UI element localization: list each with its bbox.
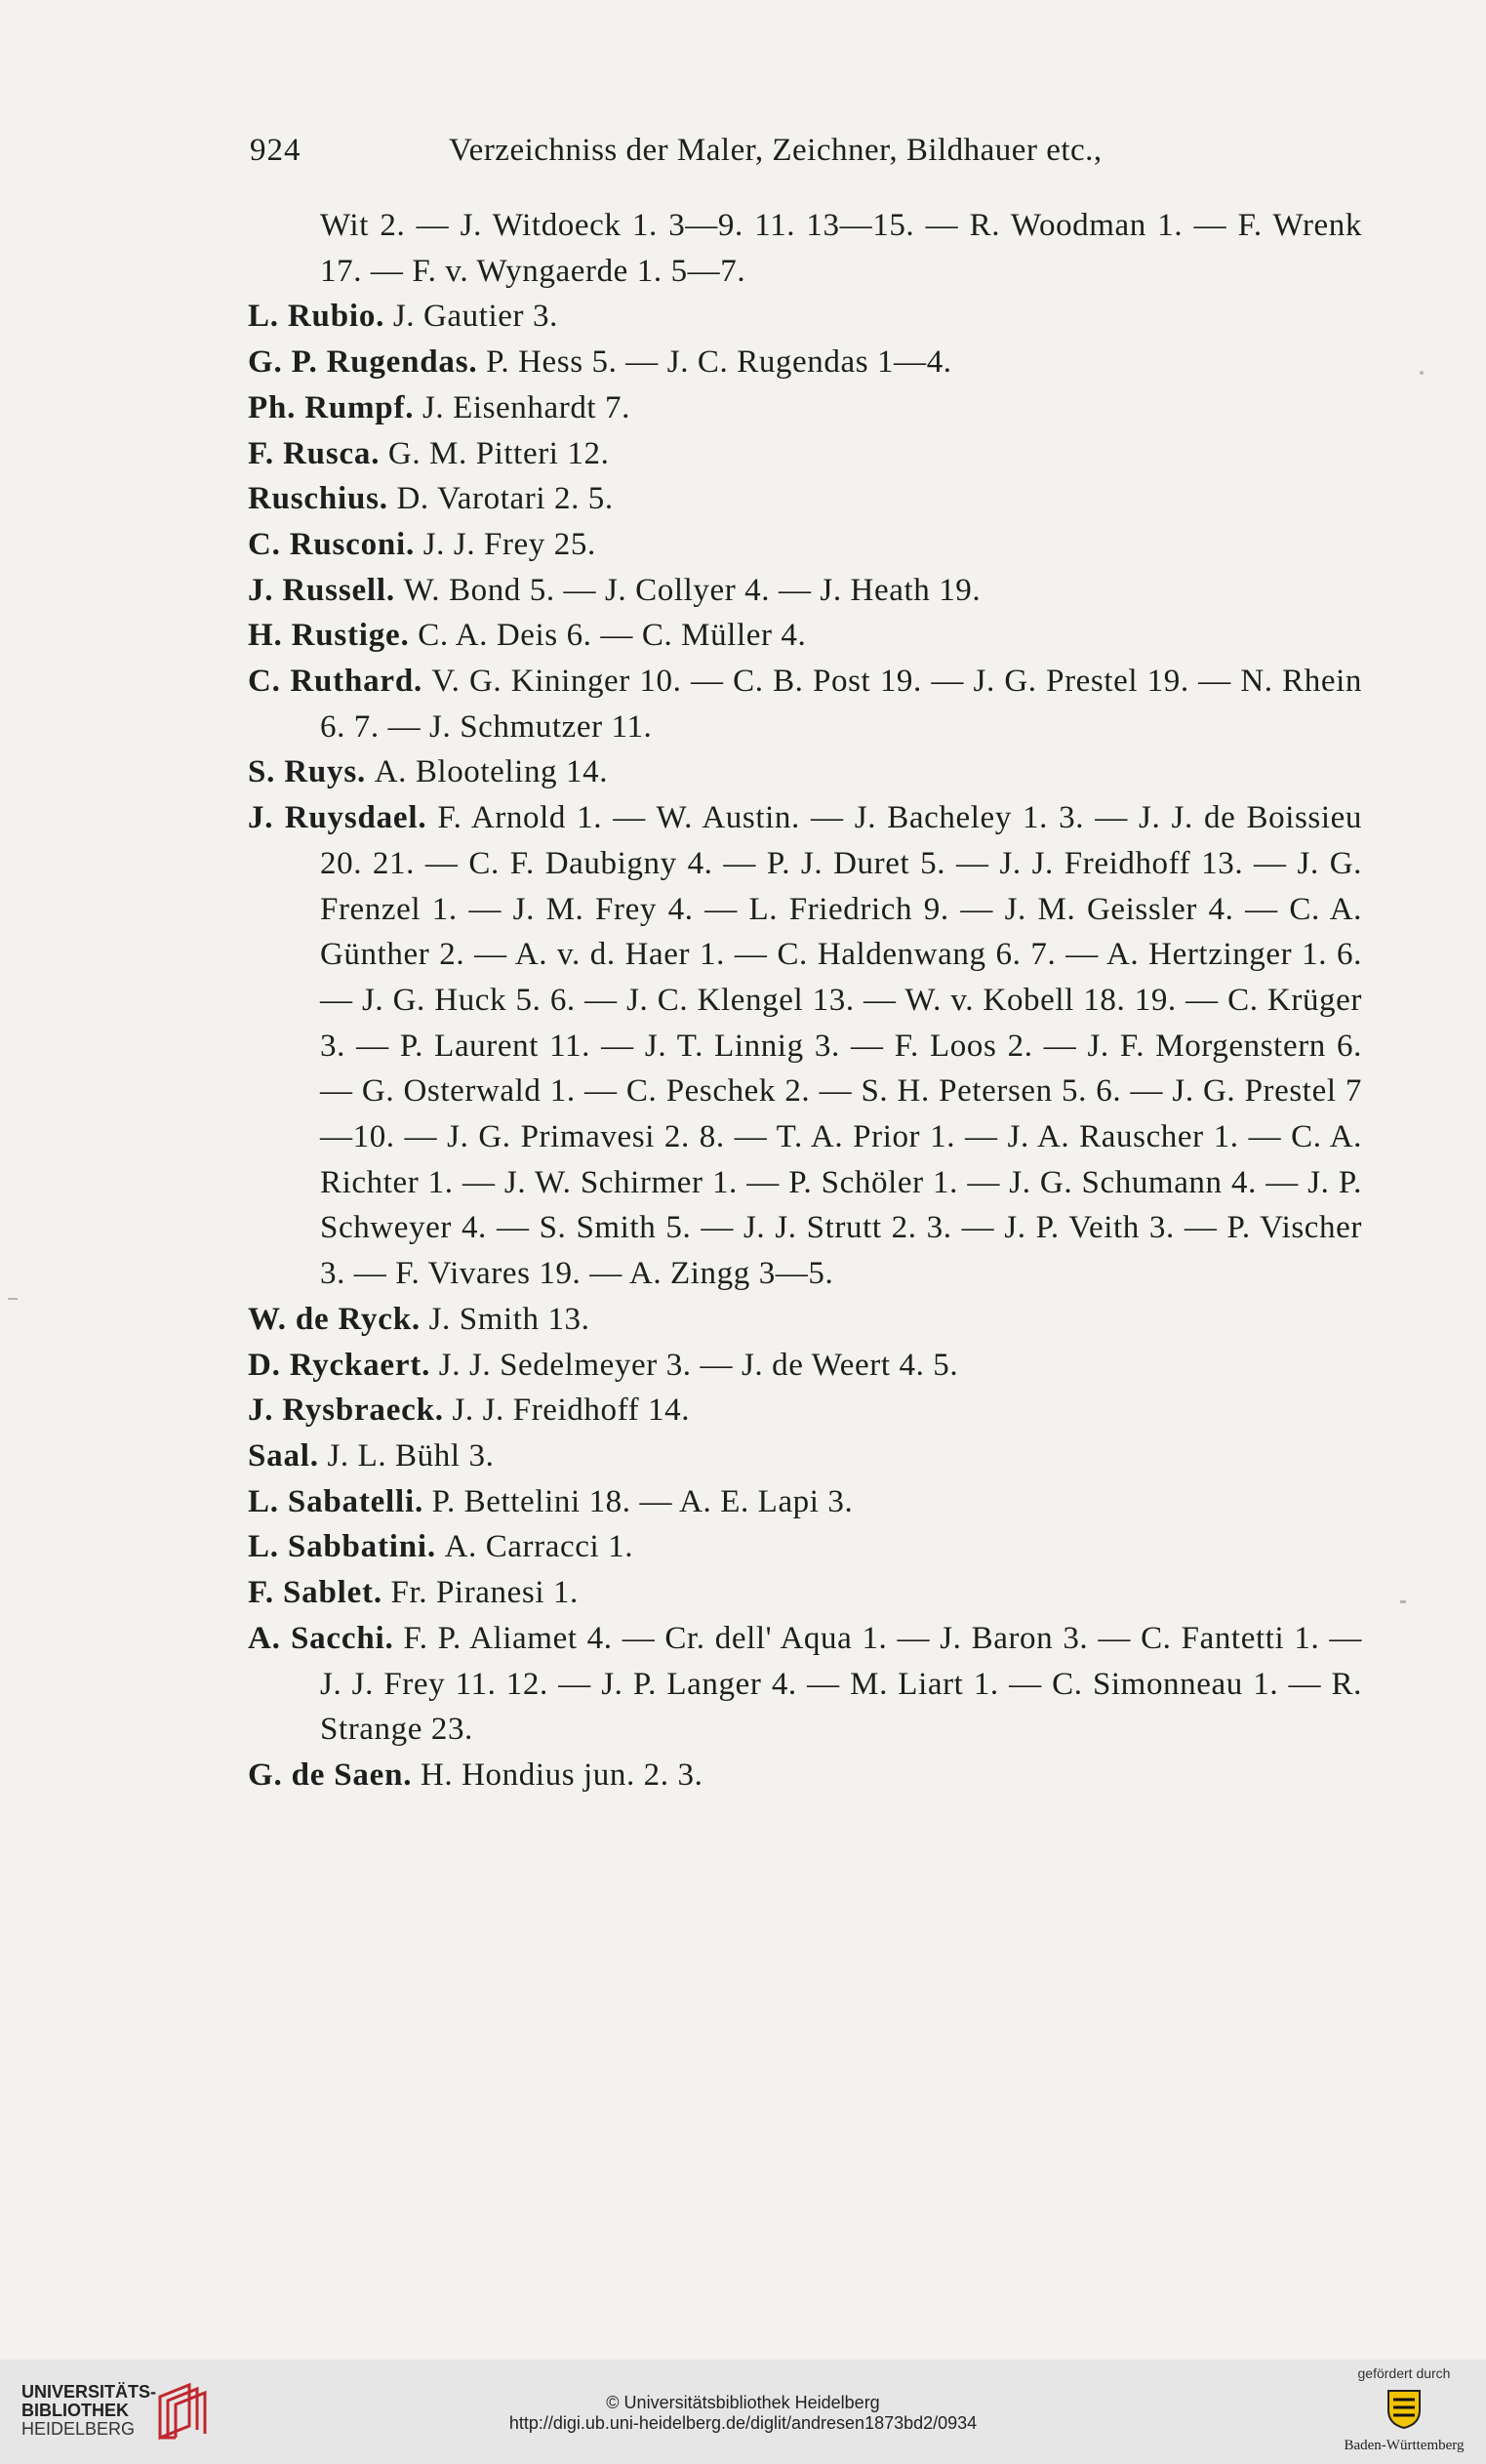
entry-refs: F. P. Aliamet 4. — Cr. dell' Aqua 1. — J. Baron 3. — C. Fantetti 1. — J. J. Frey 11. 12. — J. P. Langer 4. — M. Liart 1. — C. Simonneau 1. — R. Strange 23. — [320, 1620, 1362, 1748]
entry-artist: S. Ruys. — [248, 754, 367, 790]
entry-refs: Fr. Piranesi 1. — [390, 1575, 579, 1611]
entry-refs: G. M. Pitteri 12. — [387, 435, 610, 471]
entry-artist: J. Russell. — [248, 572, 395, 608]
entry-refs: J. J. Sedelmeyer 3. — J. de Weert 4. 5. — [438, 1347, 959, 1383]
index-entry — [248, 340, 1362, 385]
entry-artist: J. Ruysdael. — [248, 800, 427, 836]
entry-refs: A. Carracci 1. — [444, 1529, 634, 1565]
index-entry — [248, 1479, 1362, 1525]
entry-artist: F. Rusca. — [248, 435, 381, 471]
index-entry — [248, 1616, 1362, 1753]
entry-artist: G. de Saen. — [248, 1757, 413, 1793]
index-entry — [248, 749, 1362, 795]
index-entry — [248, 476, 1362, 522]
entry-artist: W. de Ryck. — [248, 1301, 421, 1337]
index-entry — [248, 1388, 1362, 1434]
coat-of-arms-icon — [1385, 2387, 1424, 2430]
entry-artist: A. Sacchi. — [248, 1620, 394, 1656]
entry-refs: D. Varotari 2. 5. — [396, 481, 614, 517]
index-entry — [248, 294, 1362, 340]
library-name-line3: HEIDELBERG — [21, 2419, 136, 2439]
entry-artist: J. Rysbraeck. — [248, 1393, 444, 1429]
index-entry — [248, 1297, 1362, 1343]
entry-artist: L. Sabbatini. — [248, 1529, 436, 1565]
index-entries — [248, 203, 1362, 1798]
entry-refs: J. Smith 13. — [428, 1301, 590, 1337]
entry-artist: Saal. — [248, 1437, 319, 1474]
entry-artist: H. Rustige. — [248, 618, 410, 654]
index-entry — [248, 795, 1362, 1297]
digitization-footer — [0, 2360, 1486, 2464]
entry-refs: H. Hondius jun. 2. 3. — [420, 1757, 703, 1793]
entry-refs: J. Eisenhardt 7. — [422, 389, 630, 425]
page-number: 924 — [250, 133, 301, 168]
copyright-notice: © Universitätsbibliothek Heidelberg — [606, 2393, 880, 2412]
sponsor-block[interactable] — [1336, 2365, 1472, 2459]
entry-refs: W. Bond 5. — J. Collyer 4. — J. Heath 19. — [403, 572, 982, 608]
index-entry — [248, 613, 1362, 659]
index-entry — [248, 568, 1362, 614]
entry-refs: J. L. Bühl 3. — [327, 1437, 495, 1474]
entry-artist: F. Sablet. — [248, 1575, 382, 1611]
entry-artist: Ruschius. — [248, 481, 388, 517]
entry-artist: L. Sabatelli. — [248, 1483, 424, 1519]
index-entry — [248, 1753, 1362, 1798]
index-entry — [248, 1570, 1362, 1616]
page-header — [0, 133, 1486, 182]
entry-refs: J. Gautier 3. — [392, 299, 558, 335]
permalink-url[interactable]: http://digi.ub.uni-heidelberg.de/diglit/andresen1873bd2/0934 — [508, 2413, 978, 2433]
library-name-line2: BIBLIOTHEK — [21, 2401, 129, 2420]
entry-refs: C. A. Deis 6. — C. Müller 4. — [418, 618, 807, 654]
scan-speck — [8, 1298, 18, 1300]
index-entry — [248, 1524, 1362, 1570]
index-entry — [248, 1343, 1362, 1389]
entry-refs: Wit 2. — J. Witdoeck 1. 3—9. 11. 13—15. — R. Woodman 1. — F. Wrenk 17. — F. v. Wyngaerde 1. 5—7. — [320, 208, 1362, 289]
scan-speck — [1420, 371, 1424, 375]
entry-refs: F. Arnold 1. — W. Austin. — J. Bacheley 1. 3. — J. J. de Boissieu 20. 21. — C. F. Daubigny 4. — P. J. Duret 5. — J. J. Freidhoff 13. — J. G. Frenzel 1. — J. M. Frey 4. — L. Friedrich 9. — J. M. Geissler 4. — C. A. Günther 2. — A. v. d. Haer 1. — C. Haldenwang 6. 7. — A. Hertzinger 1. 6. — J. G. Huck 5. 6. — J. C. Klengel 13. — W. v. Kobell 18. 19. — C. Krüger 3. — P. Laurent 11. — J. T. Linnig 3. — F. Loos 2. — J. F. Morgenstern 6. — G. Osterwald 1. — C. Peschek 2. — S. H. Petersen 5. 6. — J. G. Prestel 7—10. — J. G. Primavesi 2. 8. — T. A. Prior 1. — J. A. Rauscher 1. — C. A. Richter 1. — J. W. Schirmer 1. — P. Schöler 1. — J. G. Schumann 4. — J. P. Schweyer 4. — S. Smith 5. — J. J. Strutt 2. 3. — J. P. Veith 3. — P. Vischer 3. — F. Vivares 19. — A. Zingg 3—5. — [320, 800, 1362, 1292]
index-entry — [248, 431, 1362, 477]
index-entry — [248, 659, 1362, 749]
sponsor-label: gefördert durch — [1357, 2365, 1451, 2381]
entry-artist: D. Ryckaert. — [248, 1347, 431, 1383]
index-entry — [248, 522, 1362, 568]
index-entry — [248, 385, 1362, 431]
library-name-line1: UNIVERSITÄTS- — [21, 2382, 157, 2402]
scan-speck — [1400, 1600, 1406, 1603]
entry-artist: G. P. Rugendas. — [248, 344, 478, 381]
index-entry — [248, 1434, 1362, 1479]
entry-refs: P. Bettelini 18. — A. E. Lapi 3. — [431, 1483, 854, 1519]
entry-refs: V. G. Kininger 10. — C. B. Post 19. — J. G. Prestel 19. — N. Rhein 6. 7. — J. Schmutzer 11. — [320, 664, 1362, 745]
index-entry — [248, 203, 1362, 294]
running-title: Verzeichniss der Maler, Zeichner, Bildhauer etc., — [449, 133, 1103, 168]
entry-refs: J. J. Freidhoff 14. — [452, 1393, 691, 1429]
entry-refs: P. Hess 5. — J. C. Rugendas 1—4. — [486, 344, 952, 381]
entry-artist: C. Rusconi. — [248, 526, 416, 562]
entry-artist: Ph. Rumpf. — [248, 389, 415, 425]
entry-refs: A. Blooteling 14. — [374, 754, 609, 790]
entry-refs: J. J. Frey 25. — [422, 526, 596, 562]
entry-artist: L. Rubio. — [248, 299, 385, 335]
entry-artist: C. Ruthard. — [248, 664, 423, 700]
sponsor-name: Baden-Württemberg — [1344, 2438, 1465, 2453]
